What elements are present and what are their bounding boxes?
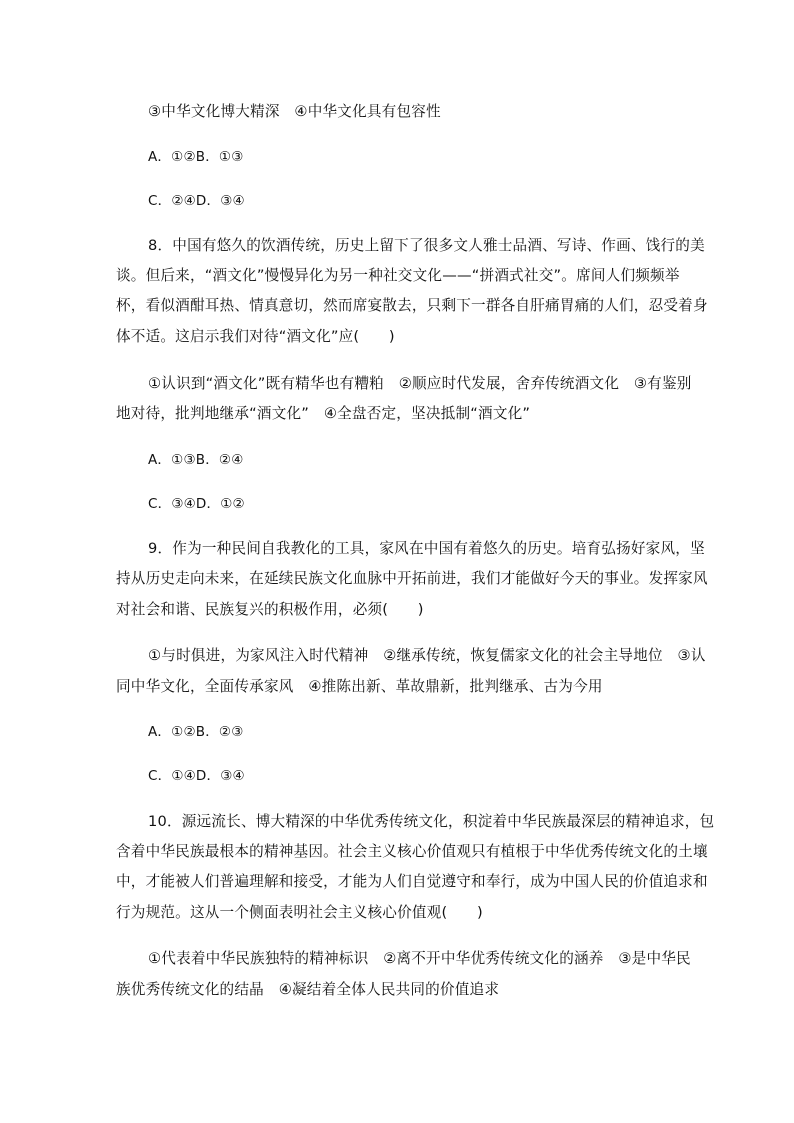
q9-statement-line: ①与时俱进，为家风注入时代精神 ②继承传统，恢复儒家文化的社会主导地位 ③认 (148, 647, 706, 664)
prev-question-options-row1: A．①②B．①③ (148, 149, 244, 165)
q8-statement-line: 地对待，批判地继承“酒文化” ④全盘否定，坚决抵制“酒文化” (116, 405, 531, 422)
q8-options-row2: C．③④D．①② (148, 496, 245, 512)
prev-question-statement: ③中华文化博大精深 ④中华文化具有包容性 (148, 103, 441, 120)
q8-stem-line: 体不适。这启示我们对待“酒文化”应( ) (116, 328, 395, 345)
q9-options-row1: A．①②B．②③ (148, 724, 244, 740)
q9-stem-line: 持从历史走向未来，在延续民族文化血脉中开拓前进，我们才能做好今天的事业。发挥家风 (116, 570, 708, 587)
q8-stem-line: 杯，看似酒酣耳热、情真意切，然而席宴散去，只剩下一群各自肝痛胃痛的人们，忍受着身 (116, 297, 708, 314)
prev-question-options-row2: C．②④D．③④ (148, 193, 245, 209)
q9-options-row2: C．①④D．③④ (148, 768, 245, 784)
q10-stem-line: 含着中华民族最根本的精神基因。社会主义核心价值观只有植根于中华优秀传统文化的土壤 (116, 843, 708, 860)
q8-stem-line: 谈。但后来，“酒文化”慢慢异化为另一种社交文化——“拼酒式社交”。席间人们频频举 (116, 267, 680, 284)
q8-stem-line: 8．中国有悠久的饮酒传统，历史上留下了很多文人雅士品酒、写诗、作画、饯行的美 (148, 237, 705, 254)
q10-stem-line: 10．源远流长、博大精深的中华优秀传统文化，积淀着中华民族最深层的精神追求，包 (148, 813, 715, 830)
q9-stem-line: 对社会和谐、民族复兴的积极作用，必须( ) (116, 601, 424, 618)
q10-stem-line: 中，才能被人们普遍理解和接受，才能为人们自觉遵守和奉行，成为中国人民的价值追求和 (116, 873, 708, 890)
q8-statement-line: ①认识到“酒文化”既有精华也有糟粕 ②顺应时代发展，舍弃传统酒文化 ③有鉴别 (148, 375, 692, 392)
q10-stem-line: 行为规范。这从一个侧面表明社会主义核心价值观( ) (116, 904, 483, 921)
q9-statement-line: 同中华文化，全面传承家风 ④推陈出新、革故鼎新，批判继承、古为今用 (116, 678, 603, 695)
q10-statement-line: ①代表着中华民族独特的精神标识 ②离不开中华优秀传统文化的涵养 ③是中华民 (148, 950, 691, 967)
q9-stem-line: 9．作为一种民间自我教化的工具，家风在中国有着悠久的历史。培育弘扬好家风，坚 (148, 540, 705, 557)
q10-statement-line: 族优秀传统文化的结晶 ④凝结着全体人民共同的价值追求 (116, 981, 500, 998)
q8-options-row1: A．①③B．②④ (148, 452, 244, 468)
